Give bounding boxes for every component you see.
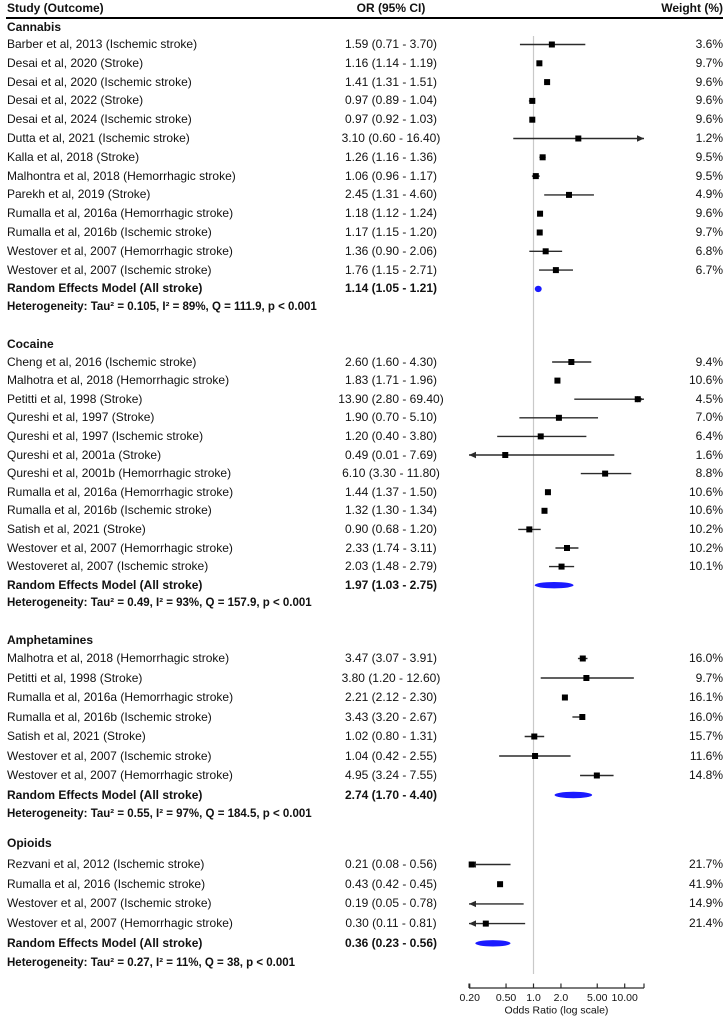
or-ci-value: 0.43 (0.42 - 0.45)	[344, 876, 438, 891]
study-label: Westover et al, 2007 (Hemorrhagic stroke)	[7, 768, 233, 782]
weight-value: 16.1%	[688, 690, 723, 704]
study-label: Parekh et al, 2019 (Stroke)	[7, 187, 151, 202]
weight-value: 4.5%	[695, 391, 723, 406]
study-label: Qureshi et al, 1997 (Stroke)	[7, 410, 155, 425]
point-estimate-square	[526, 526, 532, 532]
or-ci-value: 0.21 (0.08 - 0.56)	[344, 857, 438, 871]
summary-pooled-ellipse	[535, 582, 574, 588]
or-ci-value: 0.49 (0.01 - 7.69)	[344, 447, 438, 462]
x-axis-tick-label: 0.50	[495, 992, 517, 1004]
weight-value: 6.4%	[695, 428, 723, 443]
or-ci-value: 1.26 (1.16 - 1.36)	[344, 149, 438, 164]
or-ci-value: 3.47 (3.07 - 3.91)	[344, 651, 438, 665]
point-estimate-square	[553, 267, 559, 273]
weight-value: 8.8%	[695, 466, 723, 481]
summary-or-ci-value: 1.97 (1.03 - 2.75)	[344, 577, 438, 592]
ci-right-arrow	[637, 135, 644, 141]
x-axis-tick-label: 10.00	[611, 992, 638, 1004]
or-ci-value: 3.80 (1.20 - 12.60)	[341, 670, 441, 685]
summary-label: Random Effects Model (All stroke)	[7, 787, 203, 802]
study-label: Westover et al, 2007 (Ischemic stroke)	[7, 748, 212, 763]
weight-value: 9.6%	[695, 112, 723, 127]
or-ci-value: 1.90 (0.70 - 5.10)	[344, 410, 438, 425]
group-name: Opioids	[7, 835, 52, 850]
or-ci-value: 1.18 (1.12 - 1.24)	[344, 206, 438, 221]
summary-label: Random Effects Model (All stroke)	[7, 577, 203, 592]
point-estimate-square	[469, 862, 475, 868]
weight-value: 9.6%	[695, 206, 723, 221]
study-label: Rezvani et al, 2012 (Ischemic stroke)	[7, 857, 205, 871]
weight-value: 16.0%	[688, 709, 723, 724]
weight-value: 7.0%	[695, 410, 723, 425]
study-label: Dutta et al, 2021 (Ischemic stroke)	[7, 131, 190, 145]
point-estimate-square	[562, 695, 568, 701]
point-estimate-square	[579, 714, 585, 720]
weight-value: 10.6%	[688, 373, 723, 388]
or-ci-value: 6.10 (3.30 - 11.80)	[342, 466, 440, 481]
study-label: Desai et al, 2020 (Ischemic stroke)	[7, 74, 192, 89]
x-axis-tick-label: 0.20	[459, 992, 480, 1004]
summary-or-ci-value: 1.14 (1.05 - 1.21)	[344, 281, 438, 296]
study-label: Malhotra et al, 2018 (Hemorrhagic stroke)	[7, 373, 230, 388]
point-estimate-square	[532, 753, 538, 759]
or-ci-value: 3.10 (0.60 - 16.40)	[341, 131, 441, 145]
group-name: Cannabis	[7, 19, 62, 34]
or-ci-value: 1.36 (0.90 - 2.06)	[344, 243, 438, 258]
study-label: Rumalla et al, 2016a (Hemorrhagic stroke)	[7, 206, 234, 221]
study-label: Qureshi et al, 2001a (Stroke)	[7, 447, 162, 462]
weight-value: 10.6%	[688, 484, 723, 499]
summary-pooled-ellipse	[555, 792, 593, 798]
study-label: Desai et al, 2024 (Ischemic stroke)	[7, 112, 192, 127]
study-label: Rumalla et al, 2016b (Ischemic stroke)	[7, 225, 212, 239]
point-estimate-square	[537, 230, 543, 236]
study-label: Rumalla et al, 2016 (Ischemic stroke)	[7, 876, 206, 891]
weight-value: 6.7%	[695, 262, 723, 277]
point-estimate-square	[554, 378, 560, 384]
point-estimate-square	[566, 192, 572, 198]
ci-left-arrow	[469, 901, 476, 907]
ci-left-arrow	[469, 920, 476, 926]
heterogeneity-text: Heterogeneity: Tau² = 0.105, I² = 89%, Q = 111.9, p < 0.001	[7, 301, 317, 314]
weight-value: 10.6%	[688, 503, 723, 518]
point-estimate-square	[543, 248, 549, 254]
weight-value: 41.9%	[688, 876, 723, 891]
or-ci-value: 2.60 (1.60 - 4.30)	[344, 354, 438, 369]
summary-or-ci-value: 2.74 (1.70 - 4.40)	[344, 787, 438, 802]
heterogeneity-text: Heterogeneity: Tau² = 0.55, I² = 97%, Q = 184.5, p < 0.001	[7, 808, 312, 820]
group-name: Cocaine	[7, 336, 54, 351]
or-ci-value: 0.19 (0.05 - 0.78)	[344, 896, 438, 911]
weight-value: 9.6%	[695, 74, 723, 89]
point-estimate-square	[541, 508, 547, 514]
point-estimate-square	[556, 415, 562, 421]
heterogeneity-text: Heterogeneity: Tau² = 0.49, I² = 93%, Q = 157.9, p < 0.001	[7, 597, 312, 610]
study-label: Rumalla et al, 2016a (Hemorrhagic stroke)	[7, 690, 234, 704]
or-ci-value: 1.02 (0.80 - 1.31)	[344, 729, 438, 743]
summary-label: Random Effects Model (All stroke)	[7, 935, 203, 950]
ci-left-arrow	[469, 452, 476, 458]
point-estimate-square	[594, 773, 600, 779]
column-header-study: Study (Outcome)	[7, 1, 104, 15]
study-label: Malhontra et al, 2018 (Hemorrhagic stroke)	[7, 168, 236, 183]
or-ci-value: 1.16 (1.14 - 1.19)	[344, 55, 438, 70]
weight-value: 4.9%	[695, 187, 723, 202]
point-estimate-square	[502, 452, 508, 458]
weight-value: 14.9%	[688, 896, 723, 911]
or-ci-value: 0.97 (0.89 - 1.04)	[344, 93, 438, 108]
weight-value: 16.0%	[688, 651, 723, 665]
study-label: Desai et al, 2022 (Stroke)	[7, 93, 144, 108]
point-estimate-square	[533, 173, 539, 179]
point-estimate-square	[497, 881, 503, 887]
point-estimate-square	[568, 359, 574, 365]
summary-pooled-ellipse	[475, 940, 510, 946]
weight-value: 1.6%	[695, 447, 723, 462]
study-label: Desai et al, 2020 (Stroke)	[7, 55, 144, 70]
point-estimate-square	[531, 734, 537, 740]
weight-value: 9.7%	[695, 55, 723, 70]
x-axis-title: Odds Ratio (log scale)	[504, 1004, 609, 1017]
study-label: Qureshi et al, 2001b (Hemorrhagic stroke)	[7, 466, 232, 481]
or-ci-value: 0.97 (0.92 - 1.03)	[344, 112, 438, 127]
point-estimate-square	[564, 545, 570, 551]
point-estimate-square	[540, 154, 546, 160]
or-ci-value: 1.44 (1.37 - 1.50)	[344, 484, 438, 499]
point-estimate-square	[583, 675, 589, 681]
or-ci-value: 0.90 (0.68 - 1.20)	[344, 521, 438, 536]
study-label: Petitti et al, 1998 (Stroke)	[7, 670, 143, 685]
weight-value: 10.1%	[688, 559, 723, 574]
weight-value: 10.2%	[688, 540, 723, 555]
x-axis-tick-label: 1.0	[526, 992, 541, 1004]
weight-value: 15.7%	[688, 729, 723, 743]
point-estimate-square	[602, 471, 608, 477]
study-label: Rumalla et al, 2016a (Hemorrhagic stroke)	[7, 484, 234, 499]
study-label: Westover et al, 2007 (Ischemic stroke)	[7, 896, 212, 911]
or-ci-value: 13.90 (2.80 - 69.40)	[338, 391, 444, 406]
study-label: Qureshi et al, 1997 (Ischemic stroke)	[7, 428, 204, 443]
x-axis-tick-label: 5.00	[587, 992, 608, 1004]
point-estimate-square	[635, 396, 641, 402]
study-label: Rumalla et al, 2016b (Ischemic stroke)	[7, 503, 212, 518]
point-estimate-square	[575, 136, 581, 142]
or-ci-value: 2.45 (1.31 - 4.60)	[344, 187, 438, 202]
weight-value: 1.2%	[695, 131, 723, 145]
study-label: Rumalla et al, 2016b (Ischemic stroke)	[7, 709, 212, 724]
point-estimate-square	[529, 117, 535, 123]
or-ci-value: 1.32 (1.30 - 1.34)	[344, 503, 438, 518]
or-ci-value: 3.43 (3.20 - 2.67)	[344, 709, 438, 724]
study-label: Malhotra et al, 2018 (Hemorrhagic stroke)	[7, 651, 230, 665]
column-header-or: OR (95% CI)	[356, 1, 426, 15]
weight-value: 9.6%	[695, 93, 723, 108]
study-label: Petitti et al, 1998 (Stroke)	[7, 391, 143, 406]
group-name: Amphetamines	[7, 632, 94, 647]
point-estimate-square	[580, 656, 586, 662]
study-label: Satish et al, 2021 (Stroke)	[7, 521, 146, 536]
weight-value: 21.7%	[688, 857, 723, 871]
weight-value: 11.6%	[689, 748, 723, 763]
column-header-weight: Weight (%)	[661, 1, 723, 15]
weight-value: 10.2%	[688, 521, 723, 536]
point-estimate-square	[544, 79, 550, 85]
or-ci-value: 1.04 (0.42 - 2.55)	[344, 748, 438, 763]
weight-value: 21.4%	[688, 916, 723, 931]
weight-value: 9.5%	[695, 149, 723, 164]
or-ci-value: 1.83 (1.71 - 1.96)	[344, 373, 438, 388]
or-ci-value: 1.76 (1.15 - 2.71)	[344, 262, 438, 277]
or-ci-value: 1.59 (0.71 - 3.70)	[344, 37, 438, 51]
point-estimate-square	[549, 42, 555, 48]
weight-value: 9.7%	[695, 670, 723, 685]
weight-value: 14.8%	[688, 768, 723, 782]
or-ci-value: 2.33 (1.74 - 3.11)	[345, 540, 437, 555]
study-label: Cheng et al, 2016 (Ischemic stroke)	[7, 354, 197, 369]
point-estimate-square	[545, 489, 551, 495]
point-estimate-square	[483, 921, 489, 927]
weight-value: 9.5%	[695, 168, 723, 183]
study-label: Kalla et al, 2018 (Stroke)	[7, 149, 140, 164]
or-ci-value: 1.17 (1.15 - 1.20)	[344, 225, 438, 239]
weight-value: 9.7%	[695, 225, 723, 239]
or-ci-value: 1.20 (0.40 - 3.80)	[344, 428, 438, 443]
study-label: Westoveret al, 2007 (Ischemic stroke)	[7, 559, 209, 574]
weight-value: 6.8%	[695, 243, 723, 258]
point-estimate-square	[559, 564, 565, 570]
point-estimate-square	[538, 433, 544, 439]
x-axis-tick-label: 2.0	[553, 992, 569, 1004]
weight-value: 9.4%	[695, 354, 723, 369]
study-label: Westover et al, 2007 (Hemorrhagic stroke)	[7, 243, 233, 258]
summary-label: Random Effects Model (All stroke)	[7, 281, 203, 296]
study-label: Westover et al, 2007 (Hemorrhagic stroke)	[7, 916, 233, 931]
study-label: Westover et al, 2007 (Hemorrhagic stroke)	[7, 540, 233, 555]
or-ci-value: 1.06 (0.96 - 1.17)	[344, 168, 438, 183]
or-ci-value: 4.95 (3.24 - 7.55)	[344, 768, 438, 782]
or-ci-value: 1.41 (1.31 - 1.51)	[344, 74, 438, 89]
summary-pooled-ellipse	[535, 286, 542, 292]
summary-or-ci-value: 0.36 (0.23 - 0.56)	[344, 935, 438, 950]
or-ci-value: 0.30 (0.11 - 0.81)	[345, 916, 437, 931]
study-label: Westover et al, 2007 (Ischemic stroke)	[7, 262, 212, 277]
heterogeneity-text: Heterogeneity: Tau² = 0.27, I² = 11%, Q = 38, p < 0.001	[7, 956, 296, 969]
point-estimate-square	[529, 98, 535, 104]
weight-value: 3.6%	[695, 37, 723, 51]
study-label: Barber et al, 2013 (Ischemic stroke)	[7, 37, 198, 51]
or-ci-value: 2.21 (2.12 - 2.30)	[344, 690, 438, 704]
or-ci-value: 2.03 (1.48 - 2.79)	[344, 559, 438, 574]
point-estimate-square	[536, 60, 542, 66]
point-estimate-square	[537, 211, 543, 217]
study-label: Satish et al, 2021 (Stroke)	[7, 729, 146, 743]
